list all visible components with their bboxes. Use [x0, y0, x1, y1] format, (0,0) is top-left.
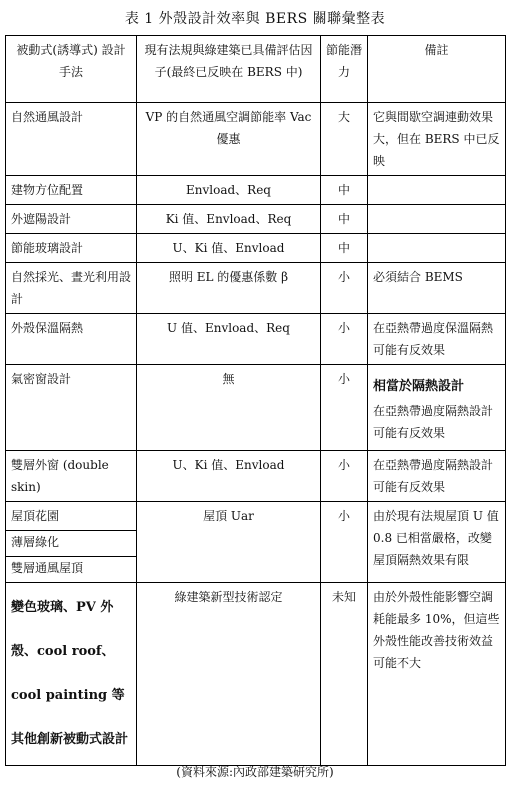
- header-method: 被動式(誘導式) 設計手法: [6, 36, 137, 103]
- table-row: [6, 205, 506, 234]
- factor-cell: 屋頂 Uar: [137, 502, 321, 583]
- factor-cell: VP 的自然通風空調節能率 Vac 優惠: [137, 103, 321, 176]
- factor-cell: U、Ki 值、Envload: [137, 234, 321, 263]
- potential-cell: 中: [321, 205, 368, 234]
- factor-cell: Envload、Req: [137, 176, 321, 205]
- source-note: (資料來源:內政部建築研究所): [176, 765, 334, 779]
- table-row: [6, 583, 506, 766]
- factor-cell: 綠建築新型技術認定: [137, 583, 321, 766]
- table-row: [6, 314, 506, 365]
- factor-cell: 無: [137, 365, 321, 451]
- note-cell: 在亞熱帶過度保溫隔熱可能有反效果: [368, 314, 506, 365]
- table-row: [6, 365, 506, 451]
- design-efficiency-table: [5, 35, 506, 766]
- potential-cell: 小: [321, 314, 368, 365]
- method-cell: 節能玻璃設計: [6, 234, 137, 263]
- method-cell: 氣密窗設計: [6, 365, 137, 451]
- note-cell: 它與間歇空調連動效果大，但在 BERS 中已反映: [368, 103, 506, 176]
- table-row: [6, 263, 506, 314]
- table-row: [6, 234, 506, 263]
- potential-cell: 未知: [321, 583, 368, 766]
- method-cell: 自然採光、晝光利用設計: [6, 263, 137, 314]
- method-cell: 建物方位配置: [6, 176, 137, 205]
- method-thin-greening: 薄層綠化: [6, 530, 136, 553]
- note-cell: [368, 365, 506, 451]
- note-cell: [368, 205, 506, 234]
- factor-cell: U、Ki 值、Envload: [137, 451, 321, 502]
- note-cell: 在亞熱帶過度隔熱設計可能有反效果: [368, 451, 506, 502]
- note-cell: [368, 176, 506, 205]
- method-ventilated-roof: 雙層通風屋頂: [6, 556, 136, 579]
- factor-cell: U 值、Envload、Req: [137, 314, 321, 365]
- note-text: 在亞熱帶過度隔熱設計可能有反效果: [373, 404, 494, 440]
- note-emphasis: 相當於隔熱設計: [373, 379, 465, 394]
- note-cell: 由於現有法規屋頂 U 值 0.8 已相當嚴格，改變屋頂隔熱效果有限: [368, 502, 506, 583]
- method-cell: 自然通風設計: [6, 103, 137, 176]
- header-row: [6, 36, 506, 103]
- potential-cell: 中: [321, 234, 368, 263]
- potential-cell: 小: [321, 502, 368, 583]
- table-row: [6, 103, 506, 176]
- table-row: [6, 176, 506, 205]
- header-factor: 現有法規與綠建築已具備評估因子(最終已反映在 BERS 中): [137, 36, 321, 103]
- method-cell: 雙層外窗 (double skin): [6, 451, 137, 502]
- note-cell: 由於外殼性能影響空調耗能最多 10%，但這些外殼性能改善技術效益可能不大: [368, 583, 506, 766]
- table-row: [6, 502, 506, 583]
- potential-cell: 大: [321, 103, 368, 176]
- potential-cell: 小: [321, 263, 368, 314]
- method-cell: 變色玻璃、PV 外殼、cool roof、cool painting 等其他創新被動式設計: [6, 583, 137, 766]
- potential-cell: 小: [321, 365, 368, 451]
- method-cell: 外遮陽設計: [6, 205, 137, 234]
- factor-cell: 照明 EL 的優惠係數 β: [137, 263, 321, 314]
- method-cell: [6, 502, 137, 583]
- table-title: 表 1 外殼設計效率與 BERS 關聯彙整表: [124, 11, 386, 27]
- method-roof-garden: 屋頂花園: [11, 509, 60, 523]
- header-potential: 節能潛力: [321, 36, 368, 103]
- note-cell: 必須結合 BEMS: [368, 263, 506, 314]
- note-cell: [368, 234, 506, 263]
- header-note: 備註: [368, 36, 506, 103]
- method-cell: 外殼保溫隔熱: [6, 314, 137, 365]
- table-row: [6, 451, 506, 502]
- potential-cell: 中: [321, 176, 368, 205]
- factor-cell: Ki 值、Envload、Req: [137, 205, 321, 234]
- potential-cell: 小: [321, 451, 368, 502]
